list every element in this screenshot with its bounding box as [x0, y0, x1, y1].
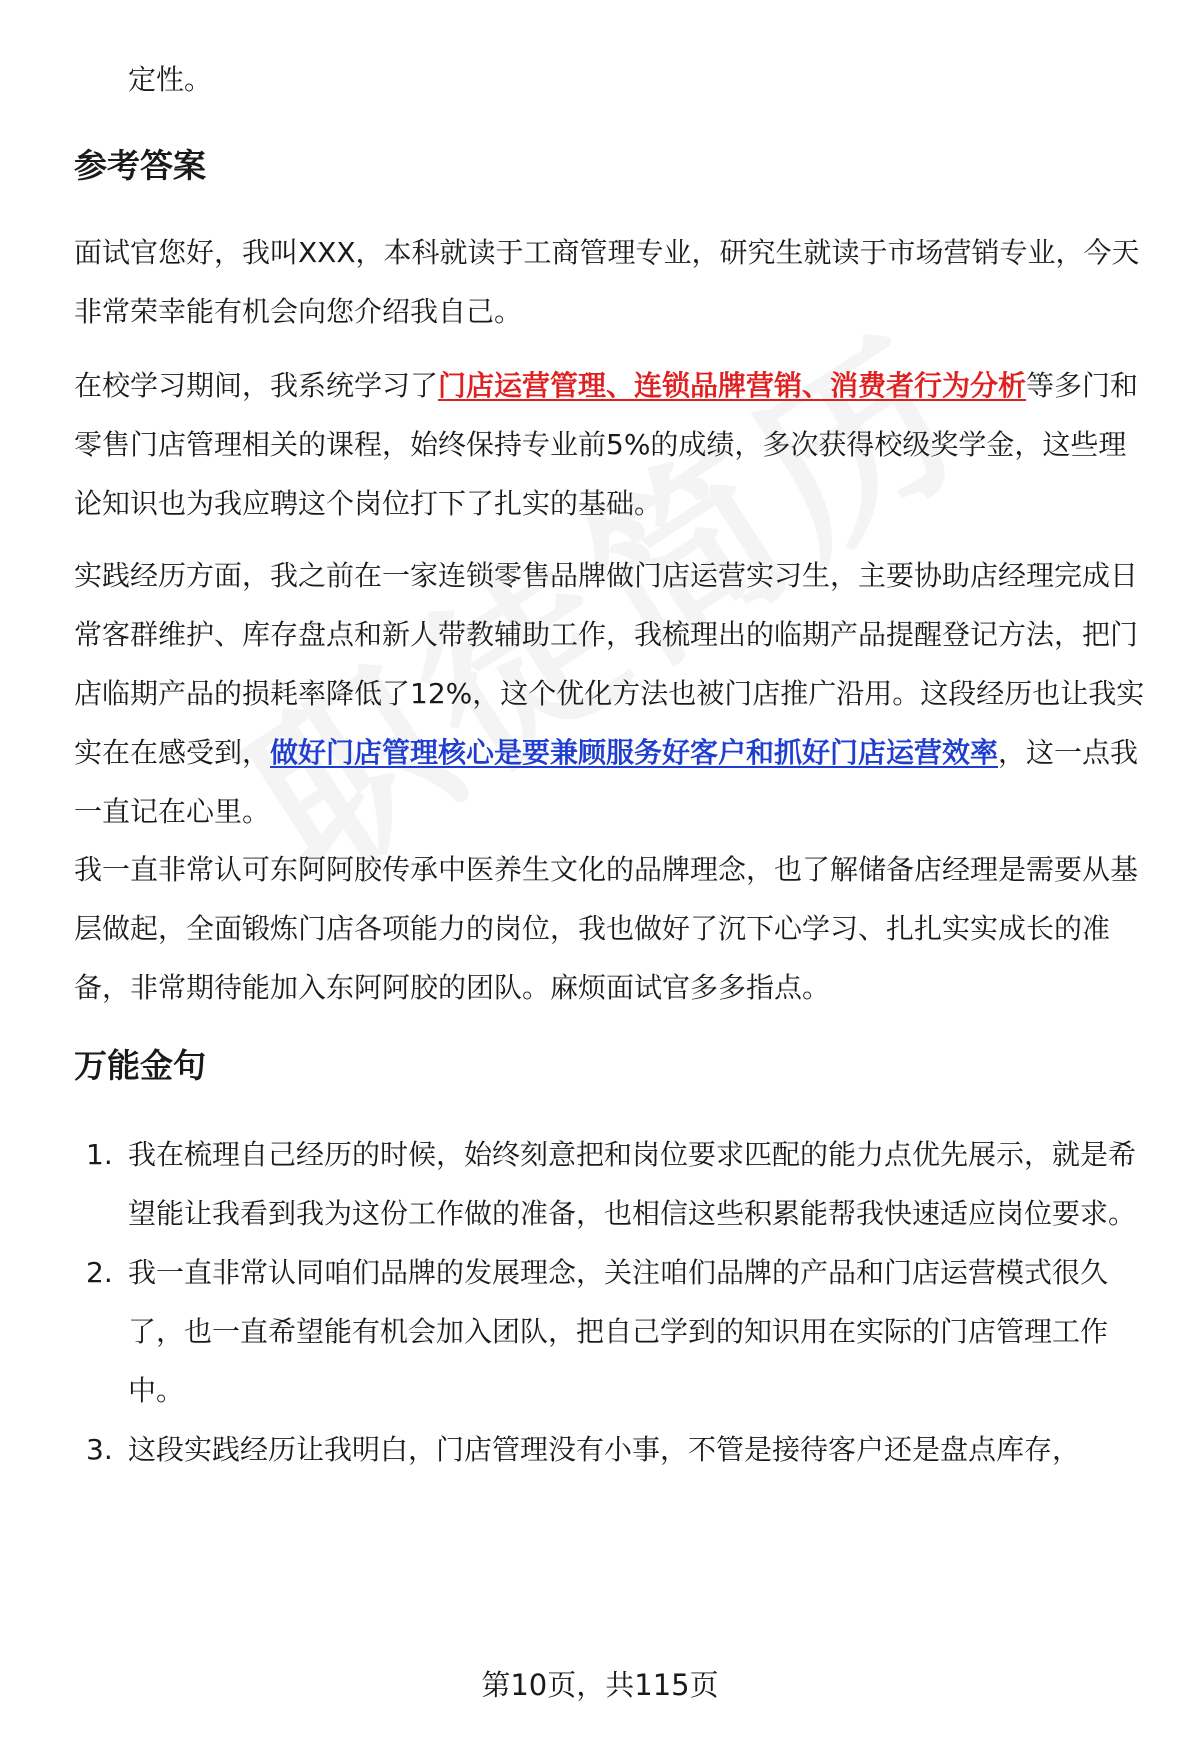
answer-paragraph-3	[74, 546, 1149, 841]
p3-highlight-insight: 做好门店管理核心是要兼顾服务好客户和抓好门店运营效率	[270, 736, 999, 769]
list-text: 这段实践经历让我明白，门店管理没有小事，不管是接待客户还是盘点库存，	[128, 1433, 1081, 1466]
p3-text-before: 实践经历方面，我之前在一家连锁零售品牌做门店运营实习生，主要协助店经理完成日常客群维护、库存盘点和新人带教辅助工作，我梳理出的临期产品提醒登记方法，把门店临期产品的损耗率降低了12%，这个优化方法也被门店推广沿用。这段经历也让我实实在在感受到，	[74, 559, 1145, 769]
p3-text-after: ，这一点我一直记在心里。	[74, 736, 1139, 828]
answer-paragraph-1: 面试官您好，我叫XXX，本科就读于工商管理专业，研究生就读于市场营销专业，今天非常荣幸能有机会向您介绍我自己。	[74, 236, 1140, 328]
list-item	[74, 1420, 1149, 1479]
list-text: 我一直非常认同咱们品牌的发展理念，关注咱们品牌的产品和门店运营模式很久了，也一直希望能有机会加入团队，把自己学到的知识用在实际的门店管理工作中。	[128, 1256, 1109, 1407]
p2-text-before: 在校学习期间，我系统学习了	[74, 369, 439, 402]
golden-heading: 万能金句	[74, 1046, 206, 1085]
intro-tail: 定性。	[128, 63, 213, 96]
list-text: 我在梳理自己经历的时候，始终刻意把和岗位要求匹配的能力点优先展示，就是希望能让我看到我为这份工作做的准备，也相信这些积累能帮我快速适应岗位要求。	[128, 1138, 1137, 1230]
answer-heading: 参考答案	[74, 146, 206, 185]
answer-paragraph-4: 我一直非常认可东阿阿胶传承中医养生文化的品牌理念，也了解储备店经理是需要从基层做起，全面锻炼门店各项能力的岗位，我也做好了沉下心学习、扎扎实实成长的准备，非常期待能加入东阿阿胶的团队。麻烦面试官多多指点。	[74, 853, 1139, 1004]
page-number-footer: 第10页，共115页	[481, 1668, 719, 1702]
p2-text-after: 等多门和零售门店管理相关的课程，始终保持专业前5%的成绩，多次获得校级奖学金，这些理论知识也为我应聘这个岗位打下了扎实的基础。	[74, 369, 1139, 520]
golden-list	[74, 1125, 1149, 1479]
list-item	[74, 1243, 1149, 1420]
list-number: 1.	[86, 1138, 113, 1171]
list-number: 2.	[86, 1256, 113, 1289]
list-item	[74, 1125, 1149, 1243]
list-number: 3.	[86, 1433, 113, 1466]
answer-paragraph-2	[74, 356, 1149, 533]
p2-highlight-courses: 门店运营管理、连锁品牌营销、消费者行为分析	[438, 369, 1027, 402]
